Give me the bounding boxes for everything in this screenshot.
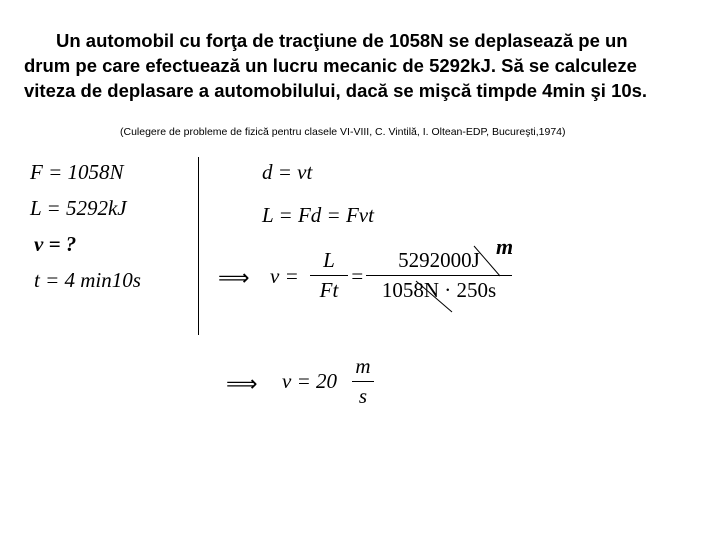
given-force: F = 1058N	[30, 160, 124, 184]
implies-arrow-2: ⟹	[226, 372, 258, 397]
result-unit-fraction	[352, 354, 374, 409]
speed-lhs: v =	[270, 264, 299, 288]
problem-line-1: Un automobil cu forţa de tracţiune de 1058N se deplasează pe un	[56, 30, 628, 51]
source-citation: (Culegere de probleme de fizică pentru clasele VI-VIII, C. Vintilă, I. Oltean-EDP, Bucureşti,1974)	[120, 126, 566, 138]
result-lhs: v = 20	[282, 369, 337, 393]
problem-line-3: viteza de deplasare a automobilului, dacă se mişcă timpde 4min şi 10s.	[24, 80, 648, 101]
result-unit-denominator: s	[358, 384, 368, 408]
cancel-line-2	[416, 281, 452, 312]
given-speed: v = ?	[34, 232, 77, 256]
equation-work: L = Fd = Fvt	[262, 203, 374, 227]
cancel-line-1	[474, 246, 500, 276]
implies-arrow-1: ⟹	[218, 266, 250, 291]
equals-sign: =	[350, 264, 365, 288]
fraction-numerator: L	[323, 248, 335, 272]
given-work: L = 5292kJ	[30, 196, 127, 220]
result-unit-bar	[352, 381, 374, 382]
problem-line-2: drum pe care efectuează un lucru mecanic de 5292kJ. Să se calculeze	[24, 55, 637, 76]
fraction-denominator: Ft	[319, 278, 339, 302]
unit-note-m: m	[496, 234, 514, 259]
given-time: t = 4 min10s	[34, 268, 141, 292]
equation-distance: d = vt	[262, 160, 313, 184]
fraction-numeric-denominator: 1058N · 250s	[381, 278, 497, 302]
result-unit-numerator: m	[355, 354, 371, 378]
fraction-numeric-numerator: 5292000J	[398, 248, 480, 272]
